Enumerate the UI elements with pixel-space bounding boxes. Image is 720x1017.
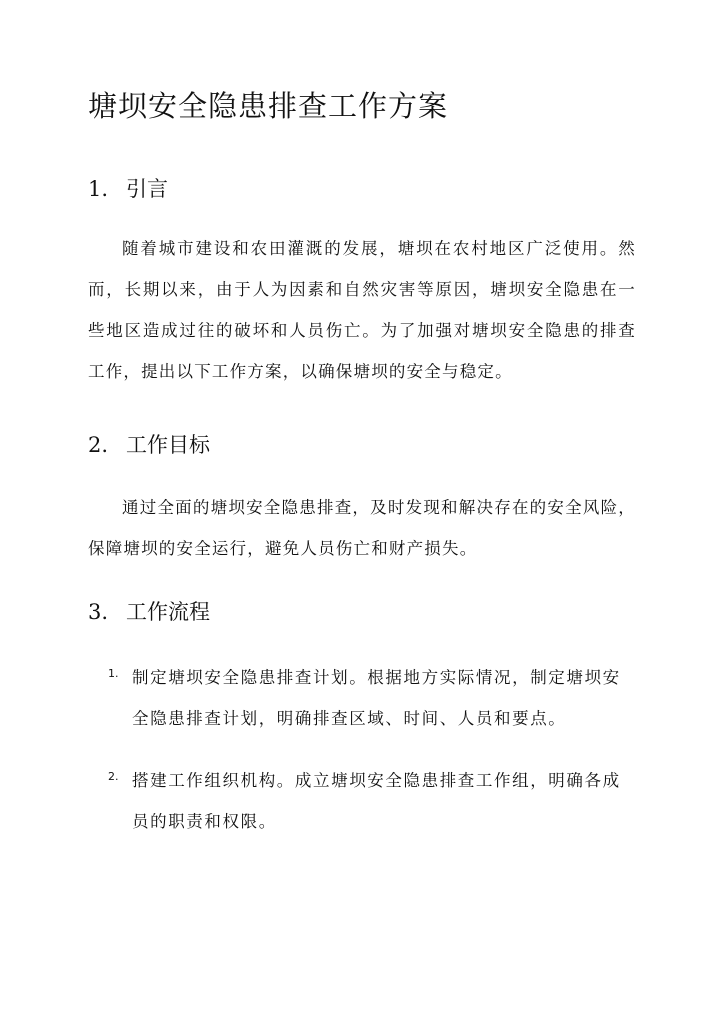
list-text: 搭建工作组织机构。成立塘坝安全隐患排查工作组，明确各成员的职责和权限。 [132, 771, 621, 831]
list-number: 2. [108, 770, 119, 783]
section-title: 工作流程 [126, 600, 210, 624]
section-number: 1. [88, 177, 109, 201]
section-title: 引言 [126, 177, 168, 201]
document-title: 塘坝安全隐患排查工作方案 [88, 89, 449, 123]
introduction-paragraph: 随着城市建设和农田灌溉的发展，塘坝在农村地区广泛使用。然而，长期以来，由于人为因素和自然灾害等原因，塘坝安全隐患在一些地区造成过往的破坏和人员伤亡。为了加强对塘坝安全隐患的排查工作，提出以下工作方案，以确保塘坝的安全与稳定。 [88, 239, 636, 381]
section-heading-workflow [88, 597, 210, 627]
section-heading-introduction [88, 174, 168, 204]
list-number: 1. [108, 667, 119, 680]
workflow-list-item [108, 657, 628, 739]
list-text: 制定塘坝安全隐患排查计划。根据地方实际情况，制定塘坝安全隐患排查计划，明确排查区域、时间、人员和要点。 [132, 668, 621, 728]
section-number: 2. [88, 433, 109, 457]
section-title: 工作目标 [126, 433, 210, 457]
section-heading-goals [88, 430, 210, 460]
goals-paragraph: 通过全面的塘坝安全隐患排查，及时发现和解决存在的安全风险，保障塘坝的安全运行，避免人员伤亡和财产损失。 [88, 498, 636, 558]
workflow-list-item [108, 760, 628, 842]
section-number: 3. [88, 600, 109, 624]
